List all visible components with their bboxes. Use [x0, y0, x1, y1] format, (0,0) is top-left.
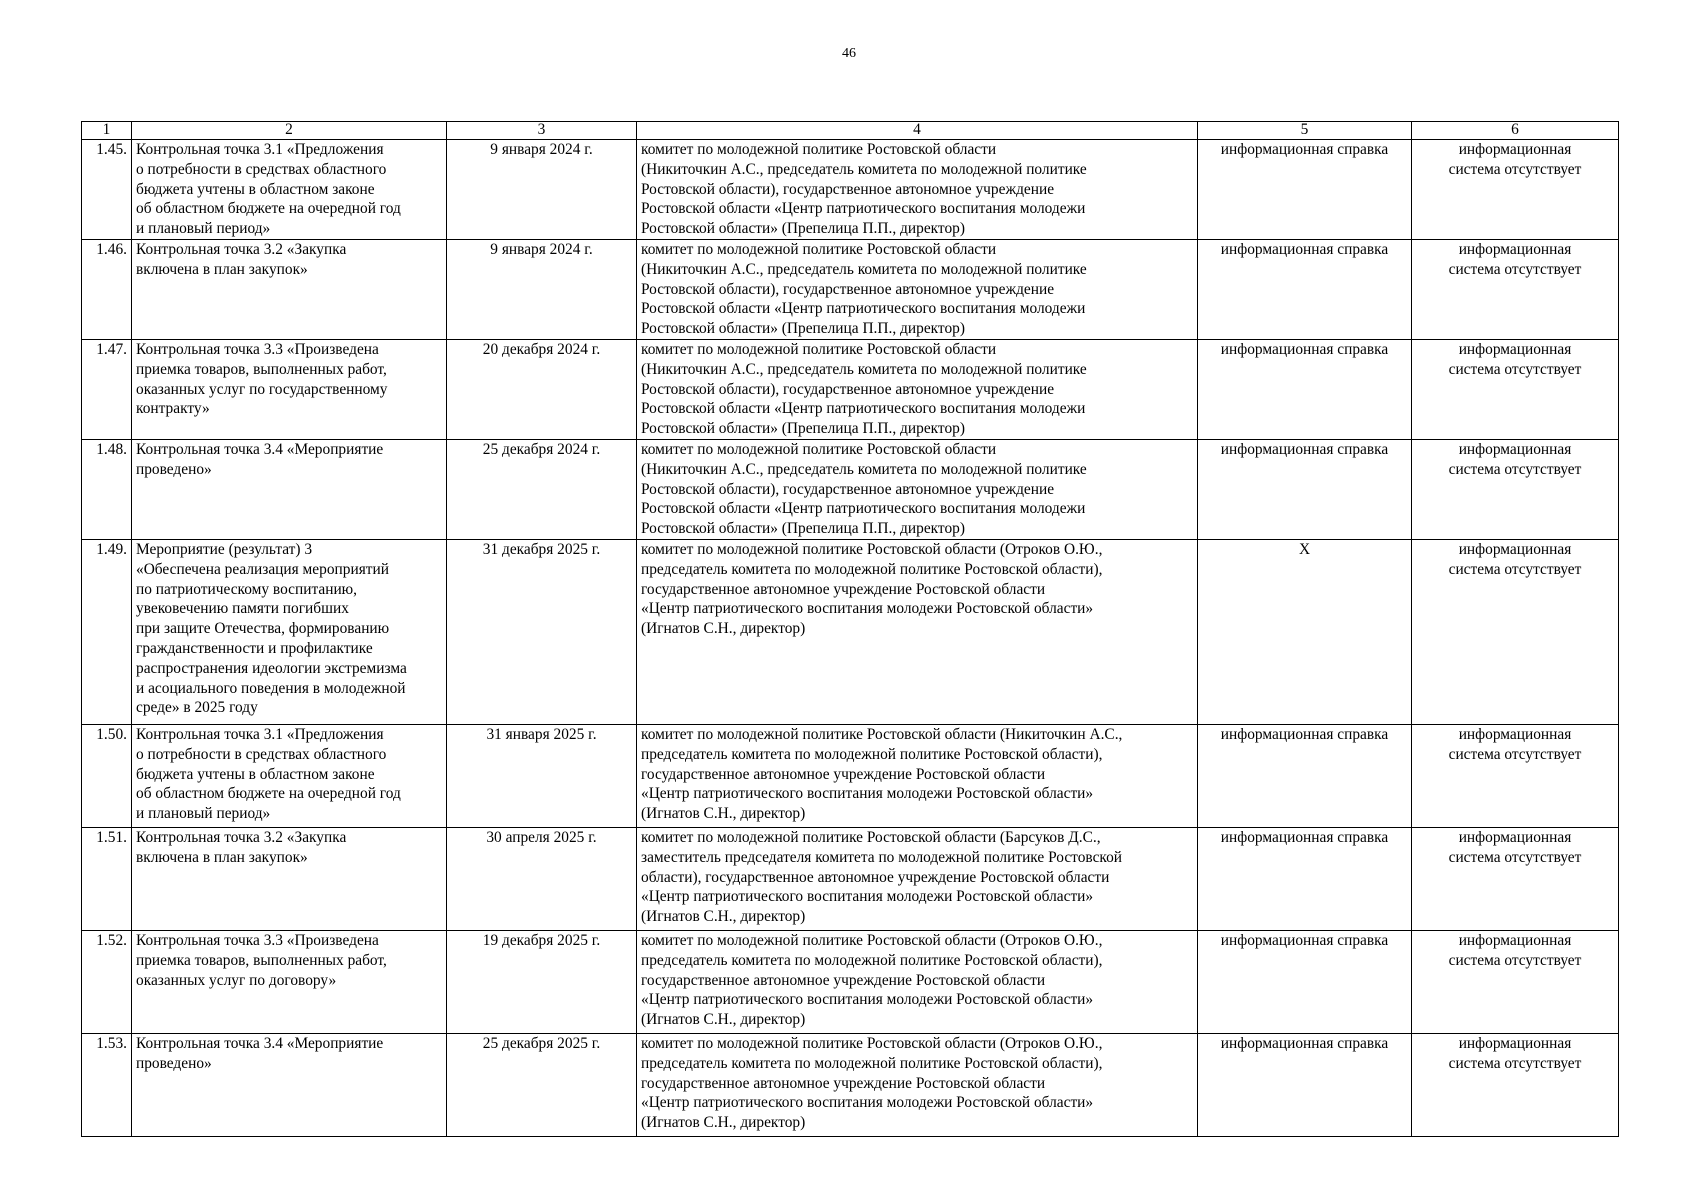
event-name-line: проведено» [136, 460, 212, 478]
event-name-line: и асоциального поведения в молодежной [136, 679, 406, 697]
row-number: 1.50. [82, 724, 132, 827]
responsible-line: (Никиточкин А.С., председатель комитета по молодежной политике [641, 160, 1087, 178]
event-name-line: увековечению памяти погибших [136, 600, 349, 618]
document-type: информационная справка [1198, 930, 1412, 1033]
responsible-cell [637, 930, 1198, 1033]
responsible-line: Ростовской области» (Препелица П.П., директор) [641, 320, 965, 338]
row-number: 1.51. [82, 827, 132, 930]
responsible-cell [637, 1033, 1198, 1136]
event-name-line: и плановый период» [136, 805, 271, 823]
responsible-line: (Игнатов С.Н., директор) [641, 805, 806, 823]
info-system-cell [1412, 339, 1619, 439]
responsible-line: комитет по молодежной политике Ростовской области (Отроков О.Ю., [641, 540, 1103, 558]
event-name-line: включена в план закупок» [136, 260, 308, 278]
responsible-line: комитет по молодежной политике Ростовской области [641, 240, 997, 258]
responsible-line: председатель комитета по молодежной политике Ростовской области), [641, 745, 1103, 763]
info-system-line: система отсутствует [1448, 745, 1582, 763]
row-number: 1.48. [82, 439, 132, 539]
responsible-cell [637, 140, 1198, 240]
responsible-line: Ростовской области» (Препелица П.П., директор) [641, 420, 965, 438]
responsible-cell [637, 239, 1198, 339]
table-row [82, 239, 1619, 339]
info-system-cell [1412, 827, 1619, 930]
responsible-line: комитет по молодежной политике Ростовской области [641, 141, 997, 158]
column-header-1: 1 [82, 122, 132, 140]
info-system-cell [1412, 239, 1619, 339]
info-system-cell [1412, 439, 1619, 539]
table-body [82, 140, 1619, 1137]
document-type: информационная справка [1198, 1033, 1412, 1136]
responsible-line: заместитель председателя комитета по молодежной политике Ростовской [641, 848, 1123, 866]
event-name-line: среде» в 2025 году [136, 699, 258, 717]
info-system-cell [1412, 539, 1619, 724]
event-name-cell [132, 930, 447, 1033]
info-system-cell [1412, 930, 1619, 1033]
info-system-cell [1412, 1033, 1619, 1136]
table-row [82, 140, 1619, 240]
event-name-line: при защите Отечества, формированию [136, 620, 390, 638]
responsible-line: (Игнатов С.Н., директор) [641, 1011, 806, 1029]
info-system-line: информационная [1458, 931, 1572, 949]
event-name-line: бюджета учтены в областном законе [136, 765, 375, 783]
info-system-line: система отсутствует [1448, 260, 1582, 278]
column-header-5: 5 [1198, 122, 1412, 140]
info-system-line: система отсутствует [1448, 460, 1582, 478]
event-name-line: «Обеспечена реализация мероприятий [136, 560, 389, 578]
page-number: 46 [842, 46, 856, 61]
event-name-line: Контрольная точка 3.4 «Мероприятие [136, 440, 384, 458]
event-name-line: Контрольная точка 3.4 «Мероприятие [136, 1034, 384, 1052]
info-system-line: информационная [1458, 240, 1572, 258]
document-type: информационная справка [1198, 724, 1412, 827]
event-name-line: Мероприятие (результат) 3 [136, 540, 313, 558]
event-name-line: бюджета учтены в областном законе [136, 180, 375, 198]
event-name-line: Контрольная точка 3.1 «Предложения [136, 725, 384, 743]
table-row [82, 724, 1619, 827]
responsible-line: (Игнатов С.Н., директор) [641, 620, 806, 638]
info-system-cell [1412, 724, 1619, 827]
deadline-date: 25 декабря 2025 г. [447, 1033, 637, 1136]
info-system-line: система отсутствует [1448, 1054, 1582, 1072]
responsible-line: председатель комитета по молодежной политике Ростовской области), [641, 1054, 1103, 1072]
event-name-line: распространения идеологии экстремизма [136, 659, 407, 677]
event-name-cell [132, 239, 447, 339]
event-name-line: Контрольная точка 3.3 «Произведена [136, 340, 379, 358]
event-name-line: о потребности в средствах областного [136, 160, 387, 178]
responsible-line: Ростовской области «Центр патриотического воспитания молодежи [641, 400, 1086, 418]
event-name-line: Контрольная точка 3.2 «Закупка [136, 828, 347, 846]
row-number: 1.53. [82, 1033, 132, 1136]
responsible-line: Ростовской области), государственное автономное учреждение [641, 180, 1055, 198]
info-system-line: информационная [1458, 141, 1572, 158]
event-name-line: об областном бюджете на очередной год [136, 200, 401, 218]
row-number: 1.49. [82, 539, 132, 724]
responsible-line: Ростовской области» (Препелица П.П., директор) [641, 520, 965, 538]
responsible-line: «Центр патриотического воспитания молодежи Ростовской области» [641, 888, 1094, 906]
event-name-line: по патриотическому воспитанию, [136, 580, 358, 598]
responsible-cell [637, 724, 1198, 827]
table-row [82, 439, 1619, 539]
event-name-cell [132, 827, 447, 930]
table-row [82, 930, 1619, 1033]
table-row [82, 339, 1619, 439]
responsible-line: Ростовской области), государственное автономное учреждение [641, 480, 1055, 498]
responsible-line: комитет по молодежной политике Ростовской области [641, 340, 997, 358]
column-header-4: 4 [637, 122, 1198, 140]
document-type: X [1198, 539, 1412, 724]
document-type: информационная справка [1198, 827, 1412, 930]
responsible-line: государственное автономное учреждение Ростовской области [641, 765, 1046, 783]
deadline-date: 30 апреля 2025 г. [447, 827, 637, 930]
responsible-line: «Центр патриотического воспитания молодежи Ростовской области» [641, 1094, 1094, 1112]
deadline-date: 25 декабря 2024 г. [447, 439, 637, 539]
event-name-line: оказанных услуг по государственному [136, 380, 388, 398]
header-row [82, 122, 1619, 140]
document-type: информационная справка [1198, 239, 1412, 339]
column-header-2: 2 [132, 122, 447, 140]
deadline-date: 31 января 2025 г. [447, 724, 637, 827]
info-system-cell [1412, 140, 1619, 240]
document-type: информационная справка [1198, 339, 1412, 439]
responsible-cell [637, 539, 1198, 724]
responsible-line: (Никиточкин А.С., председатель комитета по молодежной политике [641, 460, 1087, 478]
responsible-line: комитет по молодежной политике Ростовской области (Барсуков Д.С., [641, 828, 1101, 846]
event-name-cell [132, 339, 447, 439]
responsible-line: комитет по молодежной политике Ростовской области [641, 440, 997, 458]
info-system-line: информационная [1458, 540, 1572, 558]
event-name-line: включена в план закупок» [136, 848, 308, 866]
responsible-line: Ростовской области» (Препелица П.П., директор) [641, 220, 965, 238]
info-system-line: система отсутствует [1448, 951, 1582, 969]
event-name-line: Контрольная точка 3.2 «Закупка [136, 240, 347, 258]
event-name-cell [132, 539, 447, 724]
responsible-line: (Никиточкин А.С., председатель комитета по молодежной политике [641, 260, 1087, 278]
responsible-line: (Игнатов С.Н., директор) [641, 1114, 806, 1132]
event-name-cell [132, 439, 447, 539]
responsible-line: Ростовской области «Центр патриотического воспитания молодежи [641, 300, 1086, 318]
event-name-line: Контрольная точка 3.3 «Произведена [136, 931, 379, 949]
event-name-line: приемка товаров, выполненных работ, [136, 951, 387, 969]
table-row [82, 539, 1619, 724]
deadline-date: 19 декабря 2025 г. [447, 930, 637, 1033]
event-name-line: контракту» [136, 400, 210, 418]
event-name-cell [132, 724, 447, 827]
deadline-date: 9 января 2024 г. [447, 239, 637, 339]
responsible-cell [637, 827, 1198, 930]
responsible-line: государственное автономное учреждение Ростовской области [641, 971, 1046, 989]
info-system-line: система отсутствует [1448, 560, 1582, 578]
document-type: информационная справка [1198, 439, 1412, 539]
responsible-line: (Никиточкин А.С., председатель комитета по молодежной политике [641, 360, 1087, 378]
responsible-line: Ростовской области), государственное автономное учреждение [641, 380, 1055, 398]
event-name-line: об областном бюджете на очередной год [136, 785, 401, 803]
info-system-line: система отсутствует [1448, 848, 1582, 866]
row-number: 1.52. [82, 930, 132, 1033]
responsible-line: (Игнатов С.Н., директор) [641, 908, 806, 926]
table-row [82, 1033, 1619, 1136]
responsible-line: «Центр патриотического воспитания молодежи Ростовской области» [641, 785, 1094, 803]
event-name-line: проведено» [136, 1054, 212, 1072]
responsible-cell [637, 439, 1198, 539]
info-system-line: информационная [1458, 828, 1572, 846]
responsible-line: комитет по молодежной политике Ростовской области (Никиточкин А.С., [641, 725, 1123, 743]
responsible-line: области), государственное автономное учреждение Ростовской области [641, 868, 1110, 886]
row-number: 1.47. [82, 339, 132, 439]
info-system-line: информационная [1458, 340, 1572, 358]
responsible-line: государственное автономное учреждение Ростовской области [641, 580, 1046, 598]
deadline-date: 31 декабря 2025 г. [447, 539, 637, 724]
event-name-cell [132, 1033, 447, 1136]
control-points-table [81, 121, 1619, 1137]
row-number: 1.46. [82, 239, 132, 339]
column-header-6: 6 [1412, 122, 1619, 140]
document-type: информационная справка [1198, 140, 1412, 240]
responsible-line: комитет по молодежной политике Ростовской области (Отроков О.Ю., [641, 931, 1103, 949]
info-system-line: информационная [1458, 440, 1572, 458]
row-number: 1.45. [82, 140, 132, 240]
deadline-date: 9 января 2024 г. [447, 140, 637, 240]
event-name-line: гражданственности и профилактике [136, 639, 373, 657]
responsible-line: комитет по молодежной политике Ростовской области (Отроков О.Ю., [641, 1034, 1103, 1052]
info-system-line: система отсутствует [1448, 160, 1582, 178]
responsible-line: государственное автономное учреждение Ростовской области [641, 1074, 1046, 1092]
responsible-line: Ростовской области), государственное автономное учреждение [641, 280, 1055, 298]
event-name-line: приемка товаров, выполненных работ, [136, 360, 387, 378]
responsible-line: председатель комитета по молодежной политике Ростовской области), [641, 560, 1103, 578]
event-name-line: о потребности в средствах областного [136, 745, 387, 763]
column-header-3: 3 [447, 122, 637, 140]
event-name-line: Контрольная точка 3.1 «Предложения [136, 141, 384, 158]
responsible-line: «Центр патриотического воспитания молодежи Ростовской области» [641, 600, 1094, 618]
responsible-line: председатель комитета по молодежной политике Ростовской области), [641, 951, 1103, 969]
event-name-line: оказанных услуг по договору» [136, 971, 337, 989]
responsible-line: Ростовской области «Центр патриотического воспитания молодежи [641, 500, 1086, 518]
responsible-line: «Центр патриотического воспитания молодежи Ростовской области» [641, 991, 1094, 1009]
event-name-cell [132, 140, 447, 240]
table-row [82, 827, 1619, 930]
responsible-cell [637, 339, 1198, 439]
deadline-date: 20 декабря 2024 г. [447, 339, 637, 439]
info-system-line: информационная [1458, 1034, 1572, 1052]
responsible-line: Ростовской области «Центр патриотического воспитания молодежи [641, 200, 1086, 218]
info-system-line: система отсутствует [1448, 360, 1582, 378]
info-system-line: информационная [1458, 725, 1572, 743]
event-name-line: и плановый период» [136, 220, 271, 238]
